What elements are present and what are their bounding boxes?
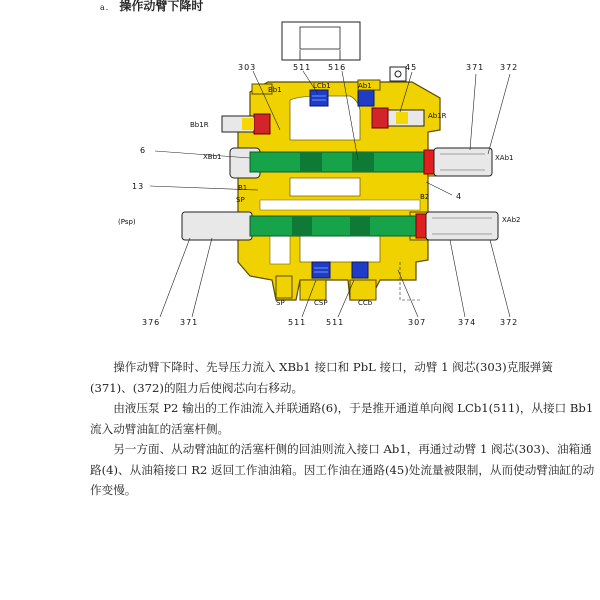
callout-372-top: 372 (500, 63, 519, 72)
section-title: 操作动臂下降时 (119, 0, 204, 13)
port-ccb: CCb (358, 299, 373, 307)
port-xab2: XAb2 (502, 216, 521, 224)
port-csp: CSP (314, 299, 328, 307)
check-valve-lcb1 (310, 90, 328, 106)
callout-371-top: 371 (466, 63, 485, 72)
check-valve-ccb (352, 262, 368, 278)
lower-spring-ring (416, 214, 426, 238)
port-b1: B1 (238, 184, 248, 192)
paragraph-3: 另一方面、从动臂油缸的活塞杆侧的回油则流入接口 Ab1，再通过动臂 1 阀芯(303)、油箱通路(4)、从油箱接口 R2 返回工作油油箱。因工作油在通路(45)处流量被限制，从而使动臂油缸的动作变慢。 (90, 442, 595, 497)
port-bb1r: Bb1R (190, 121, 209, 129)
section-number: a. (100, 3, 110, 12)
port-ab1r: Ab1R (428, 112, 447, 120)
upper-spring-ring (424, 150, 434, 174)
lower-spool-right-cap (426, 212, 498, 240)
callout-372-bottom: 372 (500, 318, 519, 327)
callout-303: 303 (238, 63, 257, 72)
port-ab1: Ab1 (358, 82, 372, 90)
callout-516: 516 (328, 63, 347, 72)
check-valve-ab1 (358, 90, 374, 106)
port-b2: B2 (420, 193, 430, 201)
lower-spool (250, 216, 420, 236)
port-xab1: XAb1 (495, 154, 514, 162)
port-lcb1: LCb1 (313, 82, 331, 90)
callout-6: 6 (140, 146, 147, 155)
port-psp: (Psp) (118, 218, 136, 226)
callout-4: 4 (456, 192, 463, 201)
callout-45: 45 (405, 63, 418, 72)
upper-spool-right-cap (434, 148, 492, 176)
paragraph-1: 操作动臂下降时、先导压力流入 XBb1 接口和 PbL 接口，动臂 1 阀芯(303)克服弹簧(371)、(372)的阻力后使阀芯向右移动。 (90, 360, 553, 395)
callout-511-bottom-right: 511 (326, 318, 345, 327)
port-sp-bottom: SP (276, 299, 285, 307)
paragraph-2: 由液压泵 P2 输出的工作油流入并联通路(6)，于是推开通道单向阀 LCb1(511)，从接口 Bb1 流入动臂油缸的活塞杆侧。 (90, 401, 594, 436)
callout-371-bottom: 371 (180, 318, 199, 327)
callout-511-top: 511 (293, 63, 312, 72)
port-sp-mid: SP (236, 196, 245, 204)
callout-13: 13 (132, 182, 145, 191)
callout-376: 376 (142, 318, 161, 327)
upper-spool (250, 152, 430, 172)
callout-511-bottom-left: 511 (288, 318, 307, 327)
lower-spool-left-cap (182, 212, 252, 240)
callout-307: 307 (408, 318, 427, 327)
description-text (90, 357, 595, 501)
callout-374: 374 (458, 318, 477, 327)
port-xbb1: XBb1 (203, 153, 222, 161)
port-bb1: Bb1 (268, 86, 282, 94)
check-valve-csp (312, 262, 330, 278)
top-mount-block (282, 22, 360, 60)
top-fitting (390, 67, 406, 81)
